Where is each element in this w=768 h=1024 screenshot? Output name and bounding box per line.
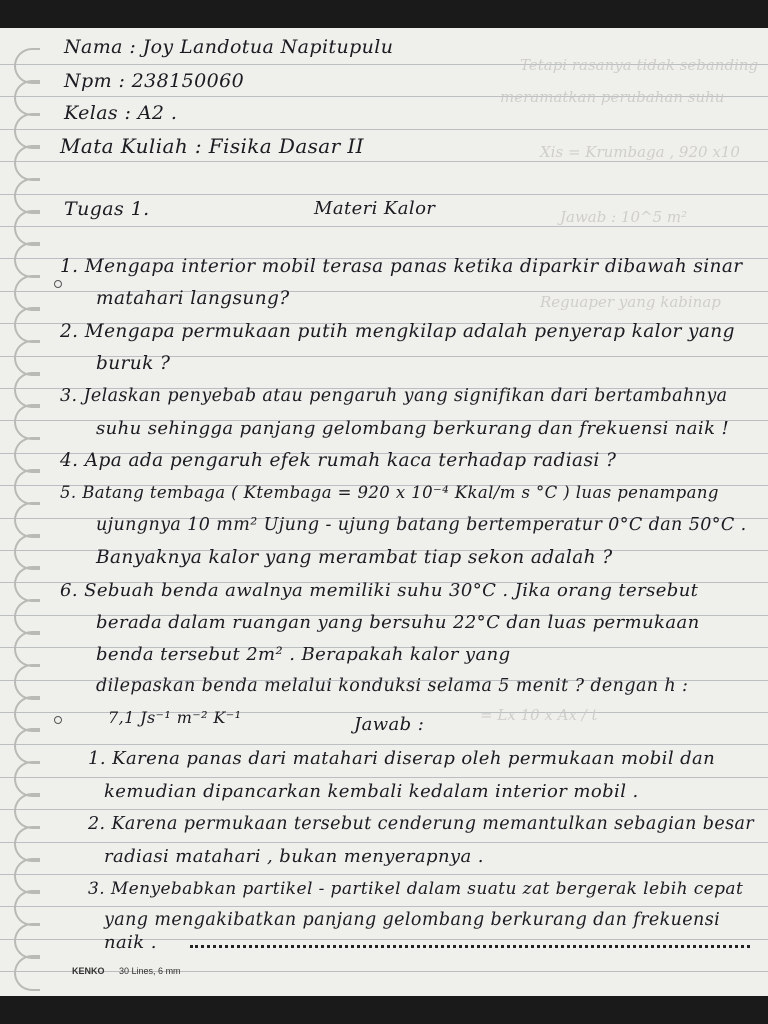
- question-line: 5. Batang tembaga ( Ktembaga = 920 x 10⁻⁴ Kkal/m s °C ) luas penampang: [60, 483, 719, 502]
- question-line: Banyaknya kalor yang merambat tiap sekon adalah ?: [96, 547, 613, 568]
- student-name: Nama : Joy Landotua Napitupulu: [64, 36, 394, 58]
- student-class: Kelas : A2 .: [64, 102, 178, 124]
- binder-ring: [14, 502, 40, 538]
- bleed-through-line: Tetapi rasanya tidak sebanding: [520, 56, 759, 74]
- dotted-fill-line: [190, 944, 750, 948]
- answer-line: 3. Menyebabkan partikel - partikel dalam suatu zat bergerak lebih cepat: [88, 879, 744, 899]
- binder-ring: [14, 80, 40, 116]
- binder-ring: [14, 664, 40, 700]
- binder-ring: [14, 145, 40, 181]
- ruled-line: [0, 809, 768, 810]
- binder-ring: [14, 275, 40, 311]
- question-line: 2. Mengapa permukaan putih mengkilap adalah penyerap kalor yang: [60, 321, 735, 342]
- binder-ring: [14, 793, 40, 829]
- brand-label: KENKO: [72, 966, 105, 976]
- binder-ring: [14, 534, 40, 570]
- binder-ring: [14, 890, 40, 926]
- ruled-line: [0, 842, 768, 843]
- assignment-title: Tugas 1.: [64, 198, 150, 220]
- question-line: 4. Apa ada pengaruh efek rumah kaca terhadap radiasi ?: [60, 450, 617, 471]
- question-line: 7,1 Js⁻¹ m⁻² K⁻¹: [108, 708, 242, 727]
- binder-ring: [14, 210, 40, 246]
- question-line: dilepaskan benda melalui konduksi selama 5 menit ? dengan h :: [96, 676, 689, 696]
- student-npm: Npm : 238150060: [64, 70, 245, 92]
- binder-ring: [14, 437, 40, 473]
- answer-heading: Jawab :: [354, 714, 425, 735]
- binder-ring: [14, 242, 40, 278]
- binder-ring: [14, 340, 40, 376]
- binder-rings: [0, 28, 60, 996]
- punch-hole: [54, 280, 62, 288]
- question-line: buruk ?: [96, 353, 171, 374]
- punch-hole: [54, 716, 62, 724]
- question-line: ujungnya 10 mm² Ujung - ujung batang bertemperatur 0°C dan 50°C .: [96, 515, 747, 535]
- bleed-through-line: Xis = Krumbaga , 920 x10: [540, 143, 740, 161]
- binder-ring: [14, 631, 40, 667]
- binder-ring: [14, 372, 40, 408]
- bleed-through-line: Reguaper yang kabinap: [540, 293, 721, 311]
- course-name: Mata Kuliah : Fisika Dasar II: [60, 134, 364, 158]
- bleed-through-line: Jawab : 10^5 m²: [560, 208, 688, 226]
- binder-ring: [14, 858, 40, 894]
- binder-ring: [14, 696, 40, 732]
- answer-line: yang mengakibatkan panjang gelombang berkurang dan frekuensi: [104, 910, 721, 930]
- binder-ring: [14, 404, 40, 440]
- binder-ring: [14, 923, 40, 959]
- question-line: suhu sehingga panjang gelombang berkurang dan frekuensi naik !: [96, 418, 730, 439]
- binder-ring: [14, 178, 40, 214]
- ruled-line: [0, 777, 768, 778]
- ruled-line: [0, 194, 768, 195]
- ruled-line: [0, 906, 768, 907]
- binder-ring: [14, 48, 40, 84]
- line-spec-label: 30 Lines, 6 mm: [119, 966, 181, 976]
- answer-line: kemudian dipancarkan kembali kedalam interior mobil .: [104, 781, 639, 802]
- ruled-line: [0, 874, 768, 875]
- question-line: 1. Mengapa interior mobil terasa panas ketika diparkir dibawah sinar: [60, 256, 743, 277]
- question-line: benda tersebut 2m² . Berapakah kalor yang: [96, 644, 511, 665]
- ruled-line: [0, 744, 768, 745]
- question-line: berada dalam ruangan yang bersuhu 22°C dan luas permukaan: [96, 612, 700, 633]
- binder-ring: [14, 826, 40, 862]
- material-title: Materi Kalor: [314, 198, 436, 219]
- answer-line: naik .: [104, 932, 157, 953]
- binder-ring: [14, 113, 40, 149]
- question-line: 3. Jelaskan penyebab atau pengaruh yang signifikan dari bertambahnya: [60, 386, 728, 406]
- ruled-line: [0, 129, 768, 130]
- notebook-page: [0, 28, 768, 996]
- binder-ring: [14, 566, 40, 602]
- binder-ring: [14, 599, 40, 635]
- bleed-through-line: = Lx 10 x Ax / t: [480, 706, 598, 724]
- page-footer: [72, 966, 181, 976]
- bleed-through-line: meramatkan perubahan suhu: [500, 88, 725, 106]
- binder-ring: [14, 307, 40, 343]
- binder-ring: [14, 761, 40, 797]
- ruled-line: [0, 161, 768, 162]
- question-line: 6. Sebuah benda awalnya memiliki suhu 30°C . Jika orang tersebut: [60, 580, 699, 601]
- answer-line: radiasi matahari , bukan menyerapnya .: [104, 846, 484, 867]
- binder-ring: [14, 955, 40, 991]
- binder-ring: [14, 728, 40, 764]
- question-line: matahari langsung?: [96, 288, 290, 309]
- ruled-line: [0, 226, 768, 227]
- answer-line: 1. Karena panas dari matahari diserap oleh permukaan mobil dan: [88, 748, 716, 769]
- binder-ring: [14, 469, 40, 505]
- answer-line: 2. Karena permukaan tersebut cenderung memantulkan sebagian besar: [88, 814, 755, 834]
